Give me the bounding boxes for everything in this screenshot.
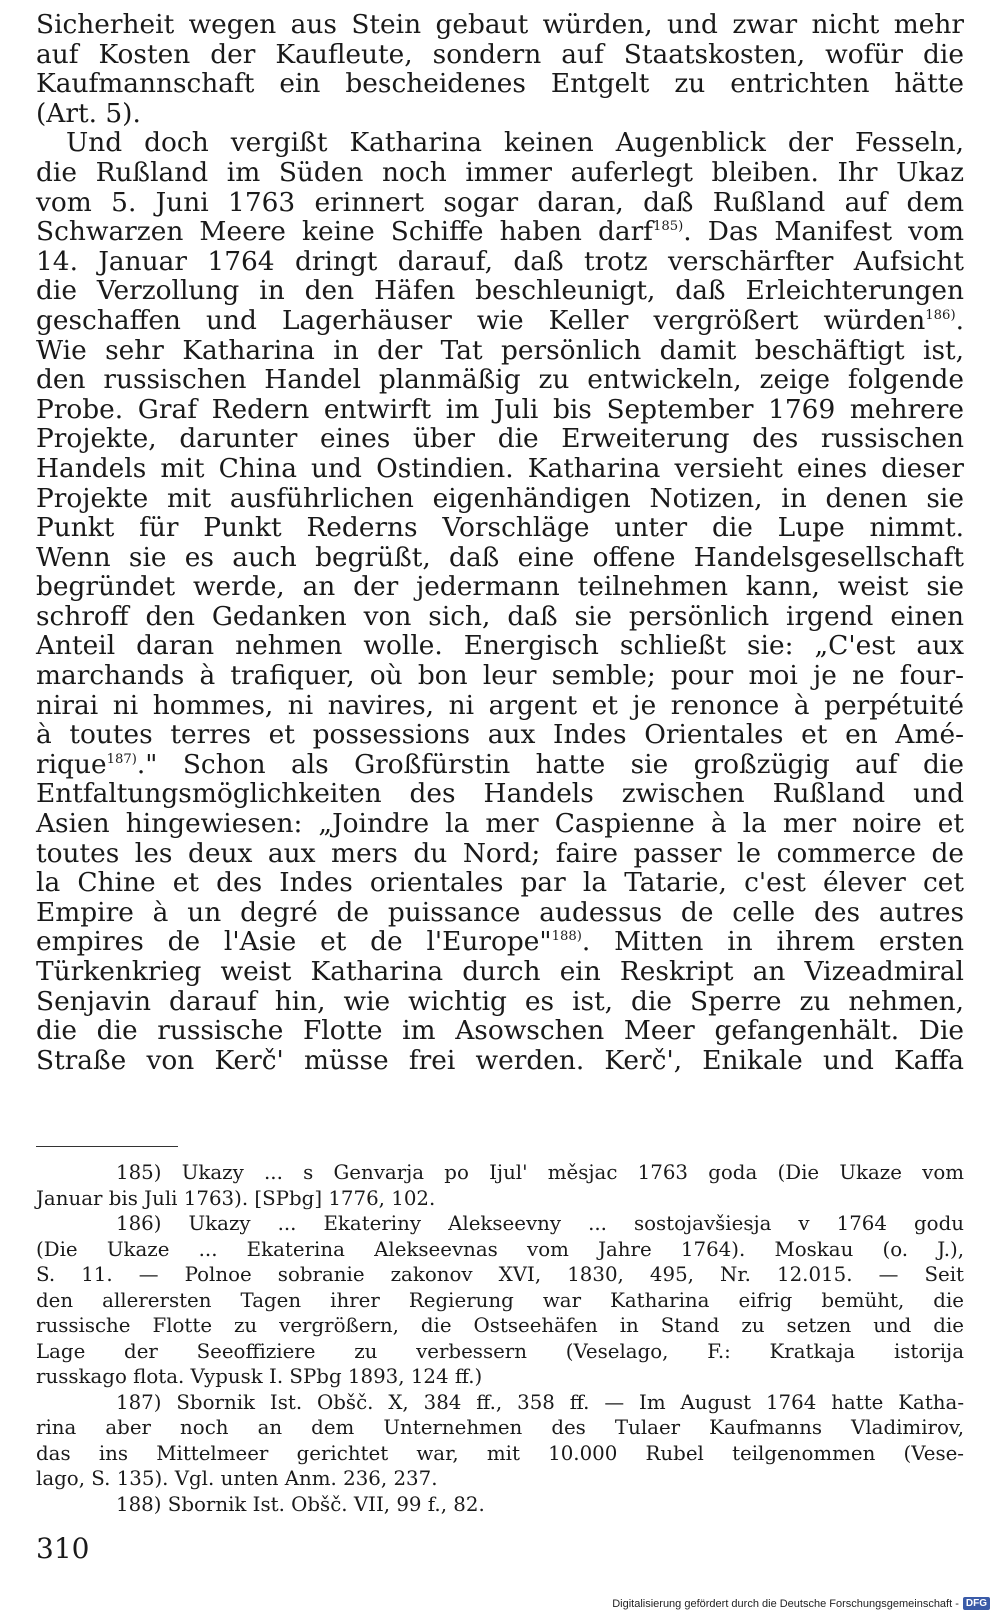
text-line: Probe. Graf Redern entwirft im Juli bis September 1769 mehrere bbox=[36, 393, 964, 425]
footnote-line: 188) Sbornik Ist. Obšč. VII, 99 f., 82. bbox=[116, 1492, 485, 1516]
footnote-line: 186) Ukazy ... Ekateriny Alekseevny ... sostojavšiesja v 1764 godu bbox=[116, 1212, 964, 1235]
text-line: Straße von Kerč' müsse frei werden. Kerč', Enikale und Kaffa bbox=[36, 1044, 964, 1076]
text-line: Senjavin darauf hin, wie wichtig es ist, die Sperre zu nehmen, bbox=[36, 985, 964, 1017]
footnote-line: den allerersten Tagen ihrer Regierung war Katharina eifrig bemüht, die bbox=[36, 1288, 964, 1312]
footnotes bbox=[36, 1160, 964, 1517]
main-text bbox=[36, 10, 964, 1075]
footnote-line: Lage der Seeoffiziere zu verbessern (Veselago, F.: Kratkaja istorija bbox=[36, 1339, 964, 1363]
footnote-line: (Die Ukaze ... Ekaterina Alekseevnas vom Jahre 1764). Moskau (o. J.), bbox=[36, 1237, 964, 1261]
text-line: Kaufmannschaft ein bescheidenes Entgelt zu entrichten hätte bbox=[36, 68, 964, 100]
text-line: Sicherheit wegen aus Stein gebaut würden, und zwar nicht mehr bbox=[36, 9, 964, 40]
text-line: Und doch vergißt Katharina keinen Augenblick der Fesseln, bbox=[66, 127, 964, 159]
footnote-divider bbox=[36, 1146, 178, 1147]
text-line: Empire à un degré de puissance audessus de celle des autres bbox=[36, 896, 964, 928]
footnote-line: 187) Sbornik Ist. Obšč. X, 384 ff., 358 ff. — Im August 1764 hatte Katha- bbox=[116, 1390, 964, 1414]
text-line: den russischen Handel planmäßig zu entwickeln, zeige folgende bbox=[36, 364, 964, 396]
footnote-line: lago, S. 135). Vgl. unten Anm. 236, 237. bbox=[36, 1467, 438, 1490]
text-line bbox=[36, 217, 964, 247]
text-segment: Schwarzen Meere keine Schiffe haben darf bbox=[36, 216, 653, 248]
footnote-line: 185) Ukazy ... s Genvarja po Ijul' měsjac 1763 goda (Die Ukaze vom bbox=[116, 1161, 964, 1184]
footnote-line: Januar bis Juli 1763). [SPbg] 1776, 102. bbox=[36, 1186, 436, 1210]
text-line: auf Kosten der Kaufleute, sondern auf Staatskosten, wofür die bbox=[36, 38, 964, 70]
text-line bbox=[36, 306, 964, 336]
text-line: schroff den Gedanken von sich, daß sie persönlich irgend einen bbox=[36, 600, 964, 632]
text-segment: . bbox=[955, 304, 964, 336]
text-line: Wie sehr Katharina in der Tat persönlich damit beschäftigt ist, bbox=[36, 334, 964, 366]
text-line: Anteil daran nehmen wolle. Energisch schließt sie: „C'est aux bbox=[36, 630, 964, 662]
footnote-ref: 188) bbox=[551, 929, 582, 945]
text-segment: geschaffen und Lagerhäuser wie Keller vergrößert würden bbox=[36, 304, 926, 336]
text-line: die Rußland im Süden noch immer auferlegt bleiben. Ihr Ukaz bbox=[36, 156, 964, 188]
page-number: 310 bbox=[36, 1532, 90, 1565]
text-line: Handels mit China und Ostindien. Katharina versieht eines dieser bbox=[36, 452, 964, 484]
text-line bbox=[36, 927, 964, 957]
text-line: die die russische Flotte im Asowschen Meer gefangenhält. Die bbox=[36, 1015, 964, 1047]
text-line: Entfaltungsmöglichkeiten des Handels zwischen Rußland und bbox=[36, 778, 964, 810]
text-line: vom 5. Juni 1763 erinnert sogar daran, daß Rußland auf dem bbox=[36, 186, 964, 218]
text-line: marchands à trafiquer, où bon leur semble; pour moi je ne four- bbox=[36, 660, 964, 692]
text-line: die Verzollung in den Häfen beschleunigt, daß Erleichterungen bbox=[36, 275, 964, 307]
text-segment: . Das Manifest vom bbox=[683, 216, 964, 248]
text-segment: rique bbox=[36, 748, 107, 780]
text-line: begründet werde, an der jedermann teilnehmen kann, weist sie bbox=[36, 571, 964, 603]
text-line bbox=[36, 750, 964, 780]
text-line: nirai ni hommes, ni navires, ni argent et je renonce à perpétuité bbox=[36, 689, 964, 721]
text-segment: ." Schon als Großfürstin hatte sie großzügig auf die bbox=[136, 748, 964, 780]
text-line: toutes les deux aux mers du Nord; faire passer le commerce de bbox=[36, 837, 964, 869]
footnote-line: russische Flotte zu vergrößern, die Ostseehäfen in Stand zu setzen und die bbox=[36, 1314, 964, 1337]
text-line: Asien hingewiesen: „Joindre la mer Caspienne à la mer noire et bbox=[36, 808, 964, 840]
text-line: Wenn sie es auch begrüßt, daß eine offene Handelsgesellschaft bbox=[36, 541, 964, 573]
footnote-line: das ins Mittelmeer gerichtet war, mit 10.000 Rubel teilgenommen (Vese- bbox=[36, 1441, 964, 1465]
footnote-line: rina aber noch an dem Unternehmen des Tulaer Kaufmanns Vladimirov, bbox=[36, 1416, 964, 1439]
footer-text: Digitalisierung gefördert durch die Deutsche Forschungsgemeinschaft - bbox=[612, 1597, 959, 1610]
text-line: Türkenkrieg weist Katharina durch ein Reskript an Vizeadmiral bbox=[36, 956, 964, 987]
footnote-line: S. 11. — Polnoe sobranie zakonov XVI, 1830, 495, Nr. 12.015. — Seit bbox=[36, 1263, 964, 1286]
digitization-footer bbox=[612, 1597, 990, 1610]
dfg-logo-icon: DFG bbox=[963, 1597, 990, 1610]
text-line: la Chine et des Indes orientales par la Tatarie, c'est élever cet bbox=[36, 867, 964, 899]
footnote-ref: 185) bbox=[652, 219, 684, 235]
text-segment: . Mitten in ihrem ersten bbox=[581, 926, 964, 958]
text-line: Projekte mit ausführlichen eigenhändigen Notizen, in denen sie bbox=[36, 482, 964, 514]
footnote-line: russkago flota. Vypusk I. SPbg 1893, 124 ff.) bbox=[36, 1365, 483, 1388]
footnote-ref: 187) bbox=[106, 752, 137, 768]
text-segment: empires de l'Asie et de l'Europe" bbox=[36, 926, 552, 958]
text-line: à toutes terres et possessions aux Indes Orientales et en Amé- bbox=[36, 719, 964, 751]
text-line: 14. Januar 1764 dringt darauf, daß trotz verschärfter Aufsicht bbox=[36, 245, 964, 277]
footnote-ref: 186) bbox=[925, 308, 956, 324]
text-line: (Art. 5). bbox=[36, 97, 141, 129]
text-line: Punkt für Punkt Rederns Vorschläge unter die Lupe nimmt. bbox=[36, 512, 964, 544]
text-line: Projekte, darunter eines über die Erweiterung des russischen bbox=[36, 423, 964, 455]
